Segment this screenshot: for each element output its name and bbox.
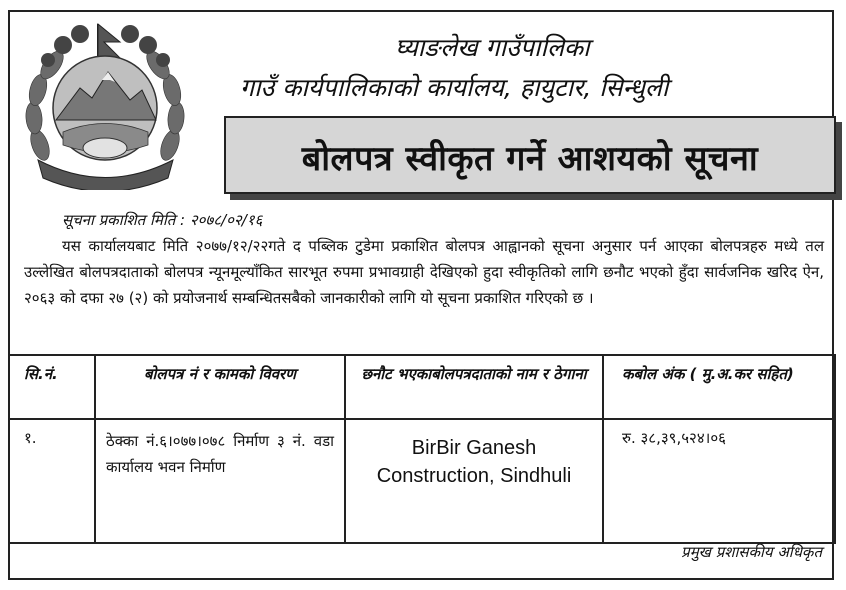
signatory: प्रमुख प्रशासकीय अधिकृत: [681, 543, 822, 561]
notice-title: बोलपत्र स्वीकृत गर्ने आशयको सूचना: [301, 139, 759, 179]
published-date: सूचना प्रकाशित मिति : २०७८/०२/१६: [62, 211, 263, 229]
table-header-row: [9, 355, 835, 419]
row-bidder: BirBir Ganesh Construction, Sindhuli: [345, 419, 603, 543]
header-amount: कबोल अंक ( मु.अ.कर सहित): [603, 355, 835, 419]
row-work: ठेक्का नं.६।०७७।०७८ निर्माण ३ नं. वडा कार्यालय भवन निर्माण: [95, 419, 345, 543]
header-work: बोलपत्र नं र कामको विवरण: [95, 355, 345, 419]
row-sn: १.: [9, 419, 95, 543]
table-row: [9, 419, 835, 543]
header-bidder: छनौट भएकाबोलपत्रदाताको नाम र ठेगाना: [345, 355, 603, 419]
bid-table: [8, 354, 836, 544]
notice-title-banner: [224, 116, 836, 194]
notice-body: यस कार्यालयबाट मिति २०७७/१२/२२गते द पब्लिक टुडेमा प्रकाशित बोलपत्र आह्वानको सूचना अनुसार पर्न आएका बोलपत्रहरु मध्ये तल उल्लेखित बोलपत्रदाताको बोलपत्र न्यूनमूल्याँकित सारभूत रुपमा प्रभावग्राही देखिएको हुदा स्वीकृतिको लागि छनौट भएको हुँदा सार्वजनिक खरिद ऐन, २०६३ को दफा २७ (२) को प्रयोजनार्थ सम्बन्धितसबैको जानकारीको लागि यो सूचना प्रकाशित गरिएको छ ।: [24, 237, 824, 307]
header-sn: सि.नं.: [9, 355, 95, 419]
nepal-government-emblem-icon: [18, 20, 193, 190]
row-amount: रु. ३८,३९,५२४।०६: [603, 419, 835, 543]
office-name: घ्याङलेख गाउँपालिका: [395, 33, 590, 62]
office-address: गाउँ कार्यपालिकाको कार्यालय, हायुटार, सिन्धुली: [240, 73, 669, 102]
